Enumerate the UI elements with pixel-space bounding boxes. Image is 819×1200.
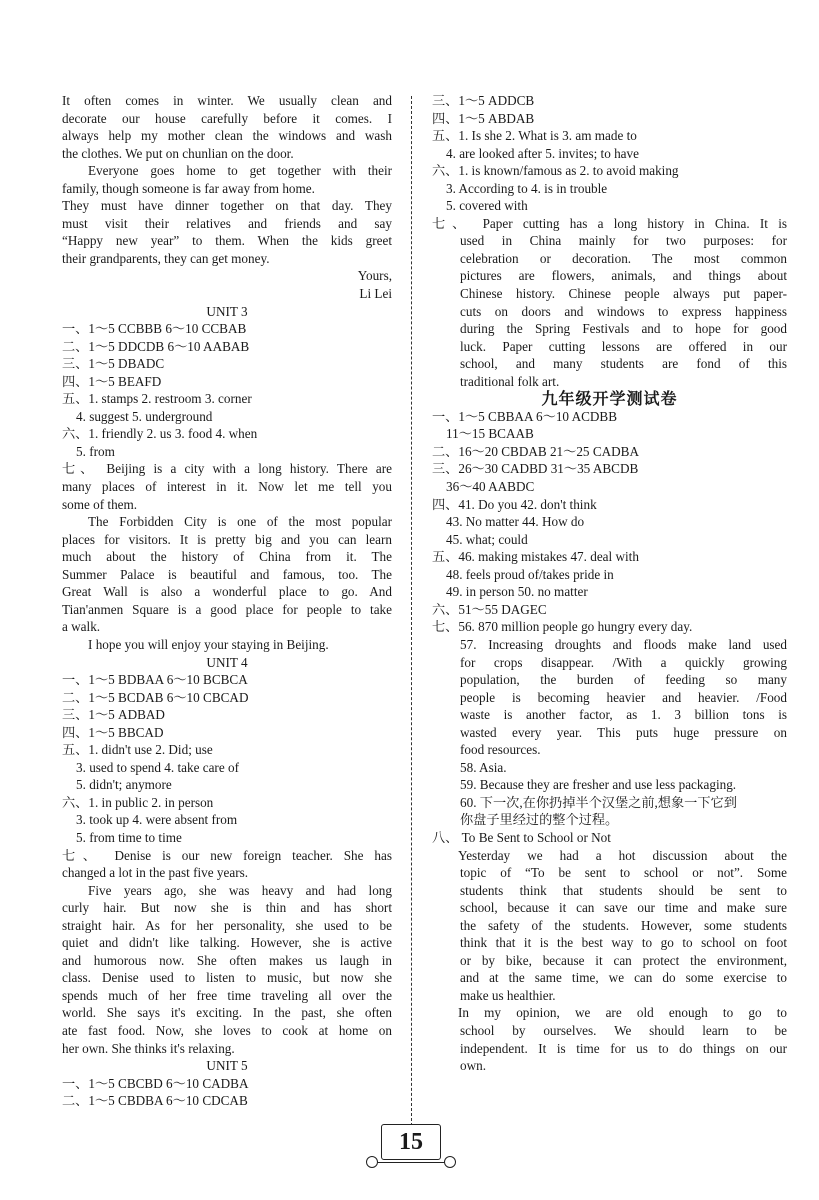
text-line: the safety of the students. However, some students bbox=[460, 917, 787, 933]
answer-line: 5. covered with bbox=[446, 198, 528, 214]
answer-line: 5. from bbox=[76, 443, 115, 459]
text-line: topic of “To be sent to school or not”. Some bbox=[460, 865, 787, 881]
text-line: 七、 Paper cutting has a long history in China. It is bbox=[432, 215, 787, 231]
answer-line: 一、1～5 BDBAA 6～10 BCBCA bbox=[62, 672, 248, 688]
answer-line: 五、1. Is she 2. What is 3. am made to bbox=[432, 128, 637, 144]
text-line: celebration or decoration. The most common bbox=[460, 250, 787, 266]
answer-line: 36～40 AABDC bbox=[446, 479, 535, 495]
text-line: spends much of her free time traveling all over the bbox=[62, 987, 392, 1003]
answer-line: wasted every year. This puts huge pressure on bbox=[460, 724, 787, 740]
text-line: independent. It is time for us to do things on our bbox=[460, 1040, 787, 1056]
text-line: some of them. bbox=[62, 496, 138, 512]
answer-line: 一、1～5 CBCBD 6～10 CADBA bbox=[62, 1075, 249, 1091]
answer-line: 四、1～5 BBCAD bbox=[62, 724, 164, 740]
answer-line: 六、1. in public 2. in person bbox=[62, 794, 214, 810]
unit-heading: UNIT 5 bbox=[206, 1058, 248, 1074]
answer-line: 45. what; could bbox=[446, 531, 528, 547]
answer-line: 48. feels proud of/takes pride in bbox=[446, 566, 614, 582]
text-line: quiet and didn't like talking. However, she is active bbox=[62, 935, 392, 951]
text-line: the clothes. We put on chunlian on the door. bbox=[62, 145, 294, 161]
text-line: many places of interest in it. Now let me tell you bbox=[62, 479, 392, 495]
answer-line: 4. are looked after 5. invites; to have bbox=[446, 145, 639, 161]
text-line: Summer Palace is beautiful and famous, too. The bbox=[62, 566, 392, 582]
answer-line: 60. 下一次,在你扔掉半个汉堡之前,想象一下它到 bbox=[460, 794, 737, 810]
text-line: traditional folk art. bbox=[460, 373, 560, 389]
text-line: They must have dinner together on that day. They bbox=[62, 198, 392, 214]
text-line: much about the history of China from it. The bbox=[62, 549, 392, 565]
answer-line: 一、1～5 CBBAA 6～10 ACDBB bbox=[432, 408, 618, 424]
answer-line: 四、1～5 ABDAB bbox=[432, 110, 535, 126]
answer-line: 五、1. didn't use 2. Did; use bbox=[62, 742, 213, 758]
text-line: 七、 Beijing is a city with a long history. There are bbox=[62, 461, 392, 477]
ornament-circle-left-icon bbox=[366, 1156, 378, 1168]
answer-line: 3. According to 4. is in trouble bbox=[446, 180, 608, 196]
answer-line: 3. used to spend 4. take care of bbox=[76, 759, 239, 775]
answer-line: people is becoming heavier and heavier. /Food bbox=[460, 689, 787, 705]
answer-line: 三、1～5 ADBAD bbox=[62, 707, 165, 723]
answer-line: 4. suggest 5. underground bbox=[76, 408, 213, 424]
answer-line: 三、1～5 ADDCB bbox=[432, 93, 535, 108]
text-line: her own. She thinks it's relaxing. bbox=[62, 1040, 235, 1056]
text-line: cuts on doors and windows to express happiness bbox=[460, 303, 787, 319]
text-line: family, though someone is far away from home. bbox=[62, 180, 315, 196]
text-line: Five years ago, she was heavy and had long bbox=[88, 882, 392, 898]
text-line: used in China mainly for two purposes: for bbox=[460, 233, 787, 249]
text-line: and at the same time, we can do some exercise to bbox=[460, 970, 787, 986]
right-column bbox=[432, 92, 787, 1075]
answer-line: 5. from time to time bbox=[76, 829, 182, 845]
text-line: ate fast food. Now, she loves to cook at home on bbox=[62, 1022, 392, 1038]
answer-line: food resources. bbox=[460, 742, 541, 758]
text-line: It often comes in winter. We usually clean and bbox=[62, 93, 392, 108]
essay-title: 八、 To Be Sent to School or Not bbox=[432, 829, 611, 845]
left-column bbox=[62, 92, 392, 1110]
answer-line: 六、51～55 DAGEC bbox=[432, 601, 547, 617]
text-line: The Forbidden City is one of the most popular bbox=[88, 514, 392, 530]
text-line: curly hair. But now she is thin and has short bbox=[62, 900, 392, 916]
answer-line: 59. Because they are fresher and use less packaging. bbox=[460, 777, 737, 793]
text-line: school, because it can save our time and make sure bbox=[460, 900, 787, 916]
answer-line: 三、26～30 CADBD 31～35 ABCDB bbox=[432, 461, 639, 477]
text-line: Everyone goes home to get together with their bbox=[88, 163, 392, 179]
page-number: 15 bbox=[381, 1124, 441, 1160]
answer-line: 57. Increasing droughts and floods make land used bbox=[460, 636, 787, 652]
answer-line: 你盘子里经过的整个过程。 bbox=[460, 812, 619, 828]
text-line: during the Spring Festivals and to hope for good bbox=[460, 321, 787, 337]
text-line: In my opinion, we are old enough to go to bbox=[458, 1005, 787, 1021]
text-line: pictures are flowers, animals, and things about bbox=[460, 268, 787, 284]
section-heading: 九年级开学测试卷 bbox=[541, 389, 678, 409]
text-line: Yesterday we had a hot discussion about the bbox=[458, 847, 787, 863]
text-line: straight hair. As for her personality, she used to be bbox=[62, 917, 392, 933]
unit-heading: UNIT 3 bbox=[206, 303, 248, 319]
text-line: or by bike, because it can protect the environment, bbox=[460, 952, 787, 968]
column-divider bbox=[411, 96, 412, 1136]
answer-line: for crops disappear. /With a quickly growing bbox=[460, 654, 787, 670]
text-line: own. bbox=[460, 1058, 487, 1074]
text-line: I hope you will enjoy your staying in Beijing. bbox=[88, 636, 329, 652]
text-line: make us healthier. bbox=[460, 987, 556, 1003]
text-line: luck. Paper cutting lessons are offered in our bbox=[460, 338, 787, 354]
answer-line: 五、46. making mistakes 47. deal with bbox=[432, 549, 639, 565]
text-line: think that it is the best way to go to school on foot bbox=[460, 935, 787, 951]
answer-line: 四、41. Do you 42. don't think bbox=[432, 496, 597, 512]
text-line: changed a lot in the past five years. bbox=[62, 865, 249, 881]
unit-heading: UNIT 4 bbox=[206, 654, 248, 670]
text-line: their grandparents, they can get money. bbox=[62, 250, 270, 266]
answer-line: 五、1. stamps 2. restroom 3. corner bbox=[62, 391, 252, 407]
answer-line: 58. Asia. bbox=[460, 759, 507, 775]
letter-signature: Li Lei bbox=[359, 286, 392, 302]
text-line: Tian'anmen Square is a good place for people to take bbox=[62, 601, 392, 617]
answer-line: 11～15 BCAAB bbox=[446, 426, 534, 442]
text-line: Great Wall is also a wonderful place to go. And bbox=[62, 584, 392, 600]
answer-line: waste is another factor, as 1. 3 billion tons is bbox=[460, 707, 787, 723]
text-line: a walk. bbox=[62, 619, 101, 635]
text-line: 七、 Denise is our new foreign teacher. She has bbox=[62, 847, 392, 863]
answer-line: 二、1～5 DDCDB 6～10 AABAB bbox=[62, 338, 250, 354]
text-line: “Happy new year” to them. When the kids greet bbox=[62, 233, 392, 249]
page-number-rule bbox=[372, 1162, 448, 1163]
answer-line: 43. No matter 44. How do bbox=[446, 514, 585, 530]
answer-line: 三、1～5 DBADC bbox=[62, 356, 165, 372]
text-line: school, and many students are fond of this bbox=[460, 356, 787, 372]
answer-line: 七、56. 870 million people go hungry every day. bbox=[432, 619, 693, 635]
text-line: and humorous now. She often makes us laugh in bbox=[62, 952, 392, 968]
text-line: school by ourselves. We should learn to be bbox=[460, 1022, 787, 1038]
text-line: world. She says it's exciting. In the past, she often bbox=[62, 1005, 392, 1021]
text-line: places for visitors. It is pretty big and you can learn bbox=[62, 531, 392, 547]
answer-line: 六、1. friendly 2. us 3. food 4. when bbox=[62, 426, 258, 442]
answer-line: 二、1～5 CBDBA 6～10 CDCAB bbox=[62, 1093, 248, 1109]
answer-line: 一、1～5 CCBBB 6～10 CCBAB bbox=[62, 321, 247, 337]
text-line: Chinese history. Chinese people always put paper- bbox=[460, 286, 787, 302]
answer-line: 3. took up 4. were absent from bbox=[76, 812, 238, 828]
text-line: always help my mother clean the windows and wash bbox=[62, 128, 392, 144]
answer-line: 二、16～20 CBDAB 21～25 CADBA bbox=[432, 443, 639, 459]
answer-line: 5. didn't; anymore bbox=[76, 777, 172, 793]
text-line: decorate our house carefully before it comes. I bbox=[62, 110, 392, 126]
text-line: students think that students should be sent to bbox=[460, 882, 787, 898]
text-line: must visit their relatives and friends and say bbox=[62, 215, 392, 231]
answer-line: population, the burden of feeding so many bbox=[460, 672, 787, 688]
answer-line: 六、1. is known/famous as 2. to avoid making bbox=[432, 163, 679, 179]
letter-closing: Yours, bbox=[357, 268, 392, 284]
text-line: class. Denise used to listen to music, but now she bbox=[62, 970, 392, 986]
answer-line: 四、1～5 BEAFD bbox=[62, 373, 162, 389]
ornament-circle-right-icon bbox=[444, 1156, 456, 1168]
answer-line: 49. in person 50. no matter bbox=[446, 584, 588, 600]
answer-line: 二、1～5 BCDAB 6～10 CBCAD bbox=[62, 689, 249, 705]
